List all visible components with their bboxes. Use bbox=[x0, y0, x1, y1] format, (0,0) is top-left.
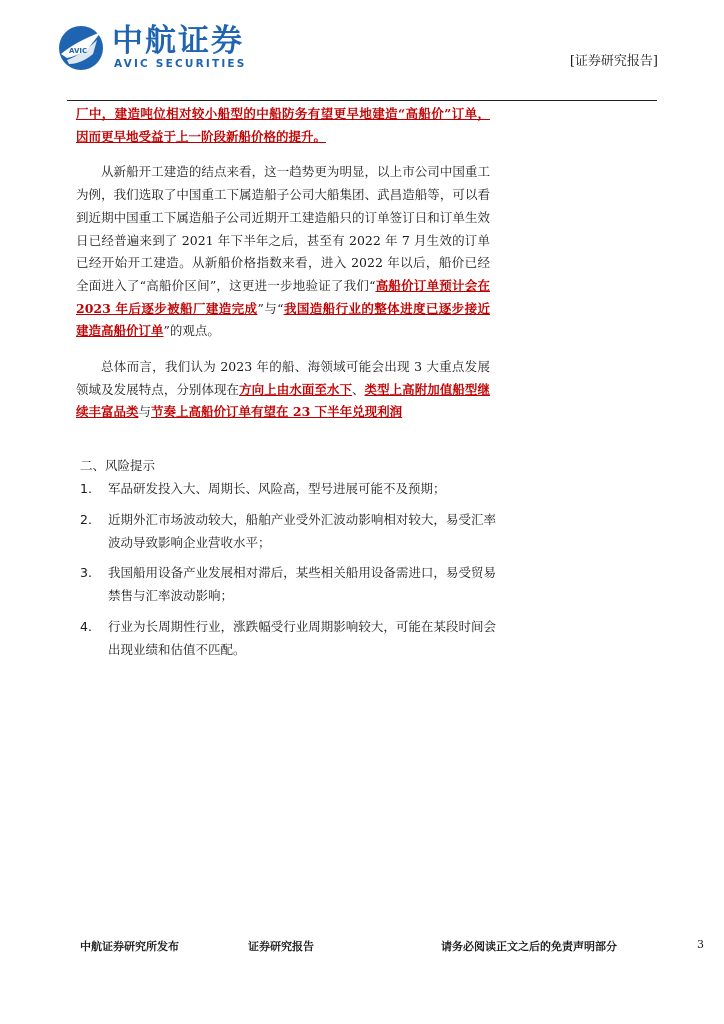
header-divider bbox=[67, 100, 657, 101]
text-segment: 从新船开工建造的结点来看，这一趋势更为明显，以上市公司中国重工为例，我们选取了中国重工下属造船子公司大船集团、武昌造船等，可以看到近期中国重工下属造船子公司近期开工建造船只的订单签订日和订单生效日已经普遍来到了 2021 年下半年之后，甚至有 2022 年 7 月生效的订单已经开始开工建造。从新船价格指数来看，进入 2022 年以后，船价已经全面进入了“高船价区间”，这更进一步地验证了我们“ bbox=[76, 164, 490, 293]
highlight-high-price-orders: 高船价订单预计会在 2023 年后逐步被船厂建造完成 bbox=[76, 277, 490, 316]
list-item-text: 军品研发投入大、周期长、风险高，型号进展可能不及预期； bbox=[108, 481, 446, 496]
text-segment: ”的观点。 bbox=[163, 323, 220, 339]
page-header bbox=[0, 0, 724, 100]
text-segment: 、 bbox=[352, 381, 365, 397]
list-item-number: 3. bbox=[80, 565, 92, 581]
paragraph-shipbuilding-start bbox=[76, 161, 490, 343]
list-item-number: 4. bbox=[80, 618, 92, 634]
footer-report-type: 证券研究报告 bbox=[248, 940, 314, 953]
list-item-text: 我国船用设备产业发展相对滞后，某些相关船用设备需进口，易受贸易禁售与汇率波动影响； bbox=[108, 565, 496, 604]
list-item bbox=[76, 478, 496, 501]
text-segment: 总体而言，我们认为 2023 年的船、海领域可能会出现 3 大重点发展领域及发展特点，分别体现在 bbox=[76, 359, 490, 397]
page-number: 3 bbox=[697, 938, 704, 951]
logo-english-text: AVIC SECURITIES bbox=[114, 58, 247, 70]
list-item-number: 1. bbox=[80, 481, 92, 496]
risk-list bbox=[76, 478, 496, 670]
highlight-industry-progress: 我国造船行业的整体进度已逐步接近建造高船价订单 bbox=[76, 300, 490, 339]
list-item bbox=[76, 616, 496, 662]
list-item bbox=[76, 562, 496, 608]
highlight-direction: 方向上由水面至水下 bbox=[239, 381, 352, 397]
paragraph-summary bbox=[76, 356, 490, 424]
text-segment: 与 bbox=[138, 404, 152, 420]
text-segment: ”与“ bbox=[257, 300, 284, 316]
list-item-text: 行业为长周期性行业，涨跌幅受行业周期影响较大，可能在某段时间会出现业绩和估值不匹配。 bbox=[108, 618, 496, 657]
svg-text:AVIC: AVIC bbox=[69, 47, 88, 55]
footer-publisher: 中航证券研究所发布 bbox=[80, 940, 179, 953]
list-item bbox=[76, 509, 496, 555]
main-content bbox=[76, 103, 490, 424]
list-item-text: 近期外汇市场波动较大，船舶产业受外汇波动影响相对较大，易受汇率波动导致影响企业营收水平； bbox=[108, 511, 496, 550]
highlight-rhythm: 节奏上高船价订单有望在 23 下半年兑现利润 bbox=[151, 404, 403, 420]
avic-logo-icon bbox=[57, 24, 105, 72]
footer-disclaimer: 请务必阅读正文之后的免责声明部分 bbox=[441, 940, 617, 953]
list-item-number: 2. bbox=[80, 511, 92, 527]
logo-chinese-text: 中航证券 bbox=[112, 23, 244, 59]
report-type-tag: [证券研究报告] bbox=[569, 54, 658, 69]
highlight-type: 类型上高附加值船型继续丰富品类 bbox=[76, 381, 490, 420]
paragraph-intro bbox=[76, 103, 490, 148]
risk-section-title: 二、风险提示 bbox=[80, 458, 156, 473]
highlight-intro: 厂中，建造吨位相对较小船型的中船防务有望更早地建造“高船价”订单，因而更早地受益于上一阶段新船价格的提升。 bbox=[76, 106, 490, 144]
